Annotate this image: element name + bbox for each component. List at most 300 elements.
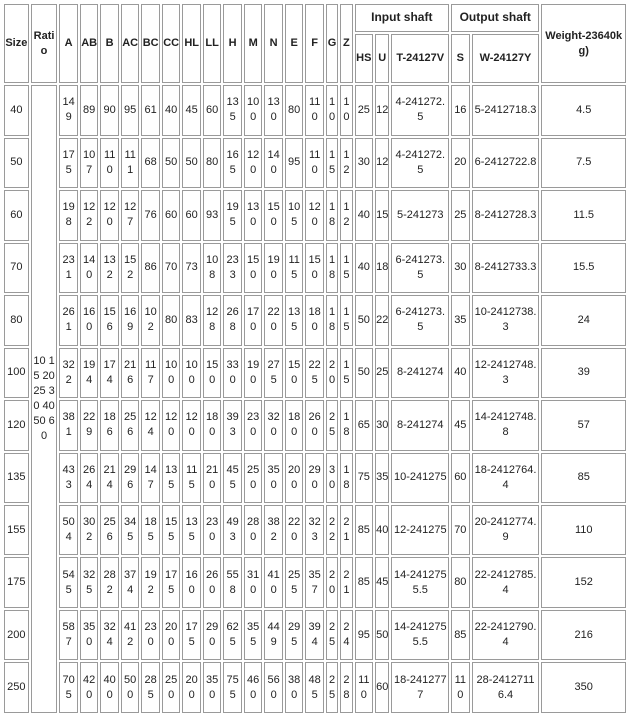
header-t: T-24127V <box>391 34 449 83</box>
table-cell: 40 <box>355 243 374 293</box>
table-cell: 150 <box>264 190 283 240</box>
table-cell: 120 <box>100 190 119 240</box>
table-cell: 120 <box>4 400 29 450</box>
table-cell: 95 <box>285 138 304 188</box>
table-cell: 420 <box>80 662 99 713</box>
table-row <box>4 190 626 240</box>
table-cell: 12 <box>340 190 352 240</box>
table-cell: 186 <box>100 400 119 450</box>
table-cell: 165 <box>223 138 242 188</box>
table-cell: 11.5 <box>541 190 626 240</box>
table-cell: 60 <box>182 190 201 240</box>
table-cell: 25 <box>375 348 389 398</box>
header-f: F <box>305 4 324 83</box>
table-cell: 160 <box>182 557 201 607</box>
table-cell: 85 <box>451 610 470 660</box>
table-cell: 229 <box>80 400 99 450</box>
table-cell: 28 <box>340 662 352 713</box>
table-cell: 93 <box>203 190 222 240</box>
table-cell: 117 <box>141 348 160 398</box>
table-cell: 324 <box>100 610 119 660</box>
table-cell: 198 <box>59 190 78 240</box>
header-row-top <box>4 4 626 32</box>
table-cell: 275 <box>264 348 283 398</box>
table-cell: 105 <box>285 190 304 240</box>
table-cell: 22-2412785.4 <box>472 557 540 607</box>
table-cell: 135 <box>162 453 181 503</box>
table-cell: 110 <box>305 85 324 135</box>
table-cell: 350 <box>80 610 99 660</box>
table-row <box>4 348 626 398</box>
table-cell: 80 <box>285 85 304 135</box>
table-cell: 73 <box>182 243 201 293</box>
table-cell: 110 <box>305 138 324 188</box>
table-cell: 85 <box>541 453 626 503</box>
table-cell: 15 <box>340 295 352 345</box>
table-cell: 147 <box>141 453 160 503</box>
table-cell: 200 <box>162 610 181 660</box>
table-cell: 216 <box>121 348 140 398</box>
table-cell: 89 <box>80 85 99 135</box>
table-cell: 255 <box>285 557 304 607</box>
table-cell: 150 <box>203 348 222 398</box>
table-cell: 18-2412764.4 <box>472 453 540 503</box>
table-cell: 152 <box>121 243 140 293</box>
table-cell: 40 <box>4 85 29 135</box>
table-cell: 174 <box>100 348 119 398</box>
table-cell: 195 <box>223 190 242 240</box>
table-cell: 231 <box>59 243 78 293</box>
table-cell: 25 <box>326 662 338 713</box>
table-cell: 50 <box>355 295 374 345</box>
table-cell: 225 <box>305 348 324 398</box>
table-cell: 394 <box>305 610 324 660</box>
header-ab: AB <box>80 4 99 83</box>
table-cell: 150 <box>285 348 304 398</box>
table-cell: 100 <box>4 348 29 398</box>
table-cell: 322 <box>59 348 78 398</box>
header-cc: CC <box>162 4 181 83</box>
table-cell: 5-241273 <box>391 190 449 240</box>
table-cell: 256 <box>121 400 140 450</box>
table-cell: 50 <box>162 138 181 188</box>
table-cell: 264 <box>80 453 99 503</box>
table-cell: 558 <box>223 557 242 607</box>
table-cell: 60 <box>375 662 389 713</box>
table-cell: 102 <box>141 295 160 345</box>
table-cell: 233 <box>223 243 242 293</box>
table-cell: 22 <box>375 295 389 345</box>
table-cell: 4.5 <box>541 85 626 135</box>
table-cell: 20-2412774.9 <box>472 505 540 555</box>
table-cell: 250 <box>162 662 181 713</box>
table-cell: 6-241273.5 <box>391 295 449 345</box>
table-cell: 410 <box>264 557 283 607</box>
table-cell: 10 <box>340 85 352 135</box>
table-cell: 60 <box>451 453 470 503</box>
table-cell: 296 <box>121 453 140 503</box>
table-cell: 124 <box>141 400 160 450</box>
table-cell: 10-2412738.3 <box>472 295 540 345</box>
table-cell: 18 <box>326 295 338 345</box>
table-cell: 433 <box>59 453 78 503</box>
table-cell: 8-2412728.3 <box>472 190 540 240</box>
table-cell: 68 <box>141 138 160 188</box>
table-cell: 122 <box>80 190 99 240</box>
table-cell: 625 <box>223 610 242 660</box>
table-cell: 400 <box>100 662 119 713</box>
table-cell: 40 <box>375 505 389 555</box>
table-cell: 25 <box>326 610 338 660</box>
table-cell: 15 <box>340 348 352 398</box>
table-cell: 110 <box>100 138 119 188</box>
header-w: W-24127Y <box>472 34 540 83</box>
table-cell: 18-2412777 <box>391 662 449 713</box>
table-cell: 21 <box>340 557 352 607</box>
table-cell: 20 <box>451 138 470 188</box>
header-g: G <box>326 4 338 83</box>
table-cell: 185 <box>141 505 160 555</box>
table-cell: 8-2412733.3 <box>472 243 540 293</box>
table-cell: 320 <box>264 400 283 450</box>
table-cell: 150 <box>244 243 263 293</box>
table-cell: 110 <box>355 662 374 713</box>
table-cell: 180 <box>203 400 222 450</box>
table-cell: 128 <box>203 295 222 345</box>
table-cell: 345 <box>121 505 140 555</box>
table-cell: 140 <box>80 243 99 293</box>
table-cell: 15 <box>326 138 338 188</box>
table-cell: 755 <box>223 662 242 713</box>
table-cell: 18 <box>326 190 338 240</box>
table-cell: 80 <box>203 138 222 188</box>
table-cell: 156 <box>100 295 119 345</box>
table-cell: 18 <box>340 453 352 503</box>
table-cell: 330 <box>223 348 242 398</box>
header-size: Size <box>4 4 29 83</box>
spec-table-body <box>4 4 626 713</box>
table-cell: 152 <box>541 557 626 607</box>
table-cell: 357 <box>305 557 324 607</box>
table-cell: 50 <box>355 348 374 398</box>
table-cell: 22 <box>326 505 338 555</box>
table-cell: 705 <box>59 662 78 713</box>
header-ratio: Ratio <box>31 4 58 83</box>
table-cell: 10 <box>326 85 338 135</box>
header-n: N <box>264 4 283 83</box>
table-cell: 412 <box>121 610 140 660</box>
table-cell: 250 <box>244 453 263 503</box>
table-cell: 30 <box>326 453 338 503</box>
table-cell: 220 <box>285 505 304 555</box>
table-cell: 135 <box>182 505 201 555</box>
table-cell: 50 <box>4 138 29 188</box>
table-cell: 95 <box>121 85 140 135</box>
table-row <box>4 453 626 503</box>
table-cell: 504 <box>59 505 78 555</box>
table-cell: 25 <box>355 85 374 135</box>
table-cell: 18 <box>375 243 389 293</box>
table-cell: 290 <box>305 453 324 503</box>
spec-table <box>2 2 628 715</box>
table-cell: 25 <box>326 400 338 450</box>
table-cell: 15 <box>340 243 352 293</box>
table-cell: 120 <box>244 138 263 188</box>
table-cell: 12 <box>375 138 389 188</box>
table-cell: 230 <box>141 610 160 660</box>
header-e: E <box>285 4 304 83</box>
table-cell: 7.5 <box>541 138 626 188</box>
table-cell: 22-2412790.4 <box>472 610 540 660</box>
table-cell: 70 <box>4 243 29 293</box>
table-cell: 50 <box>375 610 389 660</box>
table-cell: 374 <box>121 557 140 607</box>
table-cell: 135 <box>4 453 29 503</box>
table-cell: 30 <box>355 138 374 188</box>
table-cell: 175 <box>4 557 29 607</box>
table-cell: 200 <box>285 453 304 503</box>
table-cell: 393 <box>223 400 242 450</box>
table-cell: 560 <box>264 662 283 713</box>
header-ll: LL <box>203 4 222 83</box>
table-cell: 216 <box>541 610 626 660</box>
table-cell: 350 <box>203 662 222 713</box>
table-cell: 200 <box>182 662 201 713</box>
header-h: H <box>223 4 242 83</box>
table-cell: 220 <box>264 295 283 345</box>
table-cell: 85 <box>355 557 374 607</box>
table-cell: 200 <box>4 610 29 660</box>
table-cell: 120 <box>305 190 324 240</box>
table-cell: 290 <box>203 610 222 660</box>
table-cell: 12-2412748.3 <box>472 348 540 398</box>
table-cell: 39 <box>541 348 626 398</box>
table-cell: 256 <box>100 505 119 555</box>
table-cell: 4-241272.5 <box>391 138 449 188</box>
table-cell: 175 <box>162 557 181 607</box>
table-cell: 35 <box>375 453 389 503</box>
table-cell: 210 <box>203 453 222 503</box>
table-cell: 493 <box>223 505 242 555</box>
table-cell: 95 <box>355 610 374 660</box>
table-cell: 587 <box>59 610 78 660</box>
table-cell: 8-241274 <box>391 348 449 398</box>
header-b: B <box>100 4 119 83</box>
table-cell: 150 <box>305 243 324 293</box>
table-cell: 130 <box>244 190 263 240</box>
table-cell: 325 <box>80 557 99 607</box>
table-cell: 6-2412722.8 <box>472 138 540 188</box>
table-cell: 120 <box>182 400 201 450</box>
table-cell: 350 <box>264 453 283 503</box>
header-output-shaft: Output shaft <box>451 4 539 32</box>
header-z: Z <box>340 4 352 83</box>
table-cell: 282 <box>100 557 119 607</box>
ratio-cell: 10 15 20 25 30 40 50 60 <box>31 85 58 713</box>
table-cell: 545 <box>59 557 78 607</box>
table-cell: 30 <box>375 400 389 450</box>
table-cell: 40 <box>355 190 374 240</box>
header-ac: AC <box>121 4 140 83</box>
table-cell: 25 <box>451 190 470 240</box>
table-cell: 24 <box>340 610 352 660</box>
table-cell: 295 <box>285 610 304 660</box>
header-bc: BC <box>141 4 160 83</box>
table-cell: 170 <box>244 295 263 345</box>
table-cell: 190 <box>244 348 263 398</box>
table-cell: 261 <box>59 295 78 345</box>
table-cell: 192 <box>141 557 160 607</box>
table-cell: 60 <box>203 85 222 135</box>
table-cell: 107 <box>80 138 99 188</box>
table-cell: 120 <box>162 400 181 450</box>
table-cell: 355 <box>244 610 263 660</box>
table-cell: 6-241273.5 <box>391 243 449 293</box>
table-cell: 35 <box>451 295 470 345</box>
table-cell: 20 <box>326 348 338 398</box>
table-cell: 14-2412755.5 <box>391 557 449 607</box>
table-cell: 83 <box>182 295 201 345</box>
table-cell: 45 <box>451 400 470 450</box>
table-cell: 80 <box>451 557 470 607</box>
table-cell: 86 <box>141 243 160 293</box>
table-cell: 20 <box>326 557 338 607</box>
table-cell: 149 <box>59 85 78 135</box>
table-cell: 110 <box>541 505 626 555</box>
table-cell: 15.5 <box>541 243 626 293</box>
table-cell: 268 <box>223 295 242 345</box>
table-cell: 280 <box>244 505 263 555</box>
table-cell: 60 <box>4 190 29 240</box>
table-cell: 100 <box>162 348 181 398</box>
table-cell: 135 <box>285 295 304 345</box>
header-hs: HS <box>355 34 374 83</box>
table-cell: 127 <box>121 190 140 240</box>
table-cell: 60 <box>162 190 181 240</box>
table-cell: 100 <box>182 348 201 398</box>
table-row <box>4 610 626 660</box>
table-cell: 18 <box>340 400 352 450</box>
table-cell: 160 <box>80 295 99 345</box>
header-input-shaft: Input shaft <box>355 4 450 32</box>
header-u: U <box>375 34 389 83</box>
table-cell: 302 <box>80 505 99 555</box>
table-cell: 135 <box>223 85 242 135</box>
table-cell: 24 <box>541 295 626 345</box>
header-weight: Weight-23640kg) <box>541 4 626 83</box>
table-cell: 50 <box>182 138 201 188</box>
table-cell: 45 <box>375 557 389 607</box>
table-cell: 323 <box>305 505 324 555</box>
table-row <box>4 505 626 555</box>
spec-table-container <box>2 2 628 715</box>
table-row <box>4 138 626 188</box>
table-cell: 175 <box>59 138 78 188</box>
table-row <box>4 85 626 135</box>
table-cell: 65 <box>355 400 374 450</box>
table-cell: 15 <box>375 190 389 240</box>
table-cell: 40 <box>451 348 470 398</box>
table-cell: 155 <box>162 505 181 555</box>
table-cell: 381 <box>59 400 78 450</box>
header-s: S <box>451 34 470 83</box>
table-cell: 190 <box>264 243 283 293</box>
table-cell: 180 <box>305 295 324 345</box>
table-cell: 76 <box>141 190 160 240</box>
table-cell: 250 <box>4 662 29 713</box>
table-cell: 110 <box>451 662 470 713</box>
table-cell: 382 <box>264 505 283 555</box>
table-cell: 194 <box>80 348 99 398</box>
table-cell: 132 <box>100 243 119 293</box>
table-cell: 115 <box>182 453 201 503</box>
table-cell: 85 <box>355 505 374 555</box>
table-cell: 16 <box>451 85 470 135</box>
table-cell: 285 <box>141 662 160 713</box>
table-cell: 350 <box>541 662 626 713</box>
table-cell: 8-241274 <box>391 400 449 450</box>
table-row <box>4 243 626 293</box>
table-cell: 449 <box>264 610 283 660</box>
table-cell: 155 <box>4 505 29 555</box>
table-cell: 61 <box>141 85 160 135</box>
table-cell: 140 <box>264 138 283 188</box>
header-hl: HL <box>182 4 201 83</box>
table-row <box>4 295 626 345</box>
table-row <box>4 400 626 450</box>
table-cell: 230 <box>203 505 222 555</box>
table-cell: 175 <box>182 610 201 660</box>
table-cell: 460 <box>244 662 263 713</box>
table-cell: 45 <box>182 85 201 135</box>
table-cell: 40 <box>162 85 181 135</box>
table-cell: 80 <box>162 295 181 345</box>
table-cell: 14-2412748.8 <box>472 400 540 450</box>
table-cell: 169 <box>121 295 140 345</box>
table-row <box>4 662 626 713</box>
table-cell: 260 <box>305 400 324 450</box>
table-cell: 260 <box>203 557 222 607</box>
table-cell: 115 <box>285 243 304 293</box>
table-cell: 10-241275 <box>391 453 449 503</box>
table-cell: 70 <box>162 243 181 293</box>
table-cell: 214 <box>100 453 119 503</box>
table-cell: 100 <box>244 85 263 135</box>
table-cell: 108 <box>203 243 222 293</box>
table-cell: 111 <box>121 138 140 188</box>
table-cell: 230 <box>244 400 263 450</box>
table-cell: 12-241275 <box>391 505 449 555</box>
table-cell: 18 <box>326 243 338 293</box>
table-cell: 380 <box>285 662 304 713</box>
table-cell: 4-241272.5 <box>391 85 449 135</box>
table-cell: 5-2412718.3 <box>472 85 540 135</box>
table-cell: 455 <box>223 453 242 503</box>
table-cell: 310 <box>244 557 263 607</box>
table-row <box>4 557 626 607</box>
table-cell: 500 <box>121 662 140 713</box>
table-cell: 12 <box>340 138 352 188</box>
table-cell: 80 <box>4 295 29 345</box>
table-cell: 28-24127116.4 <box>472 662 540 713</box>
table-cell: 21 <box>340 505 352 555</box>
table-cell: 70 <box>451 505 470 555</box>
header-a: A <box>59 4 78 83</box>
table-cell: 130 <box>264 85 283 135</box>
table-cell: 12 <box>375 85 389 135</box>
header-m: M <box>244 4 263 83</box>
table-cell: 14-2412755.5 <box>391 610 449 660</box>
